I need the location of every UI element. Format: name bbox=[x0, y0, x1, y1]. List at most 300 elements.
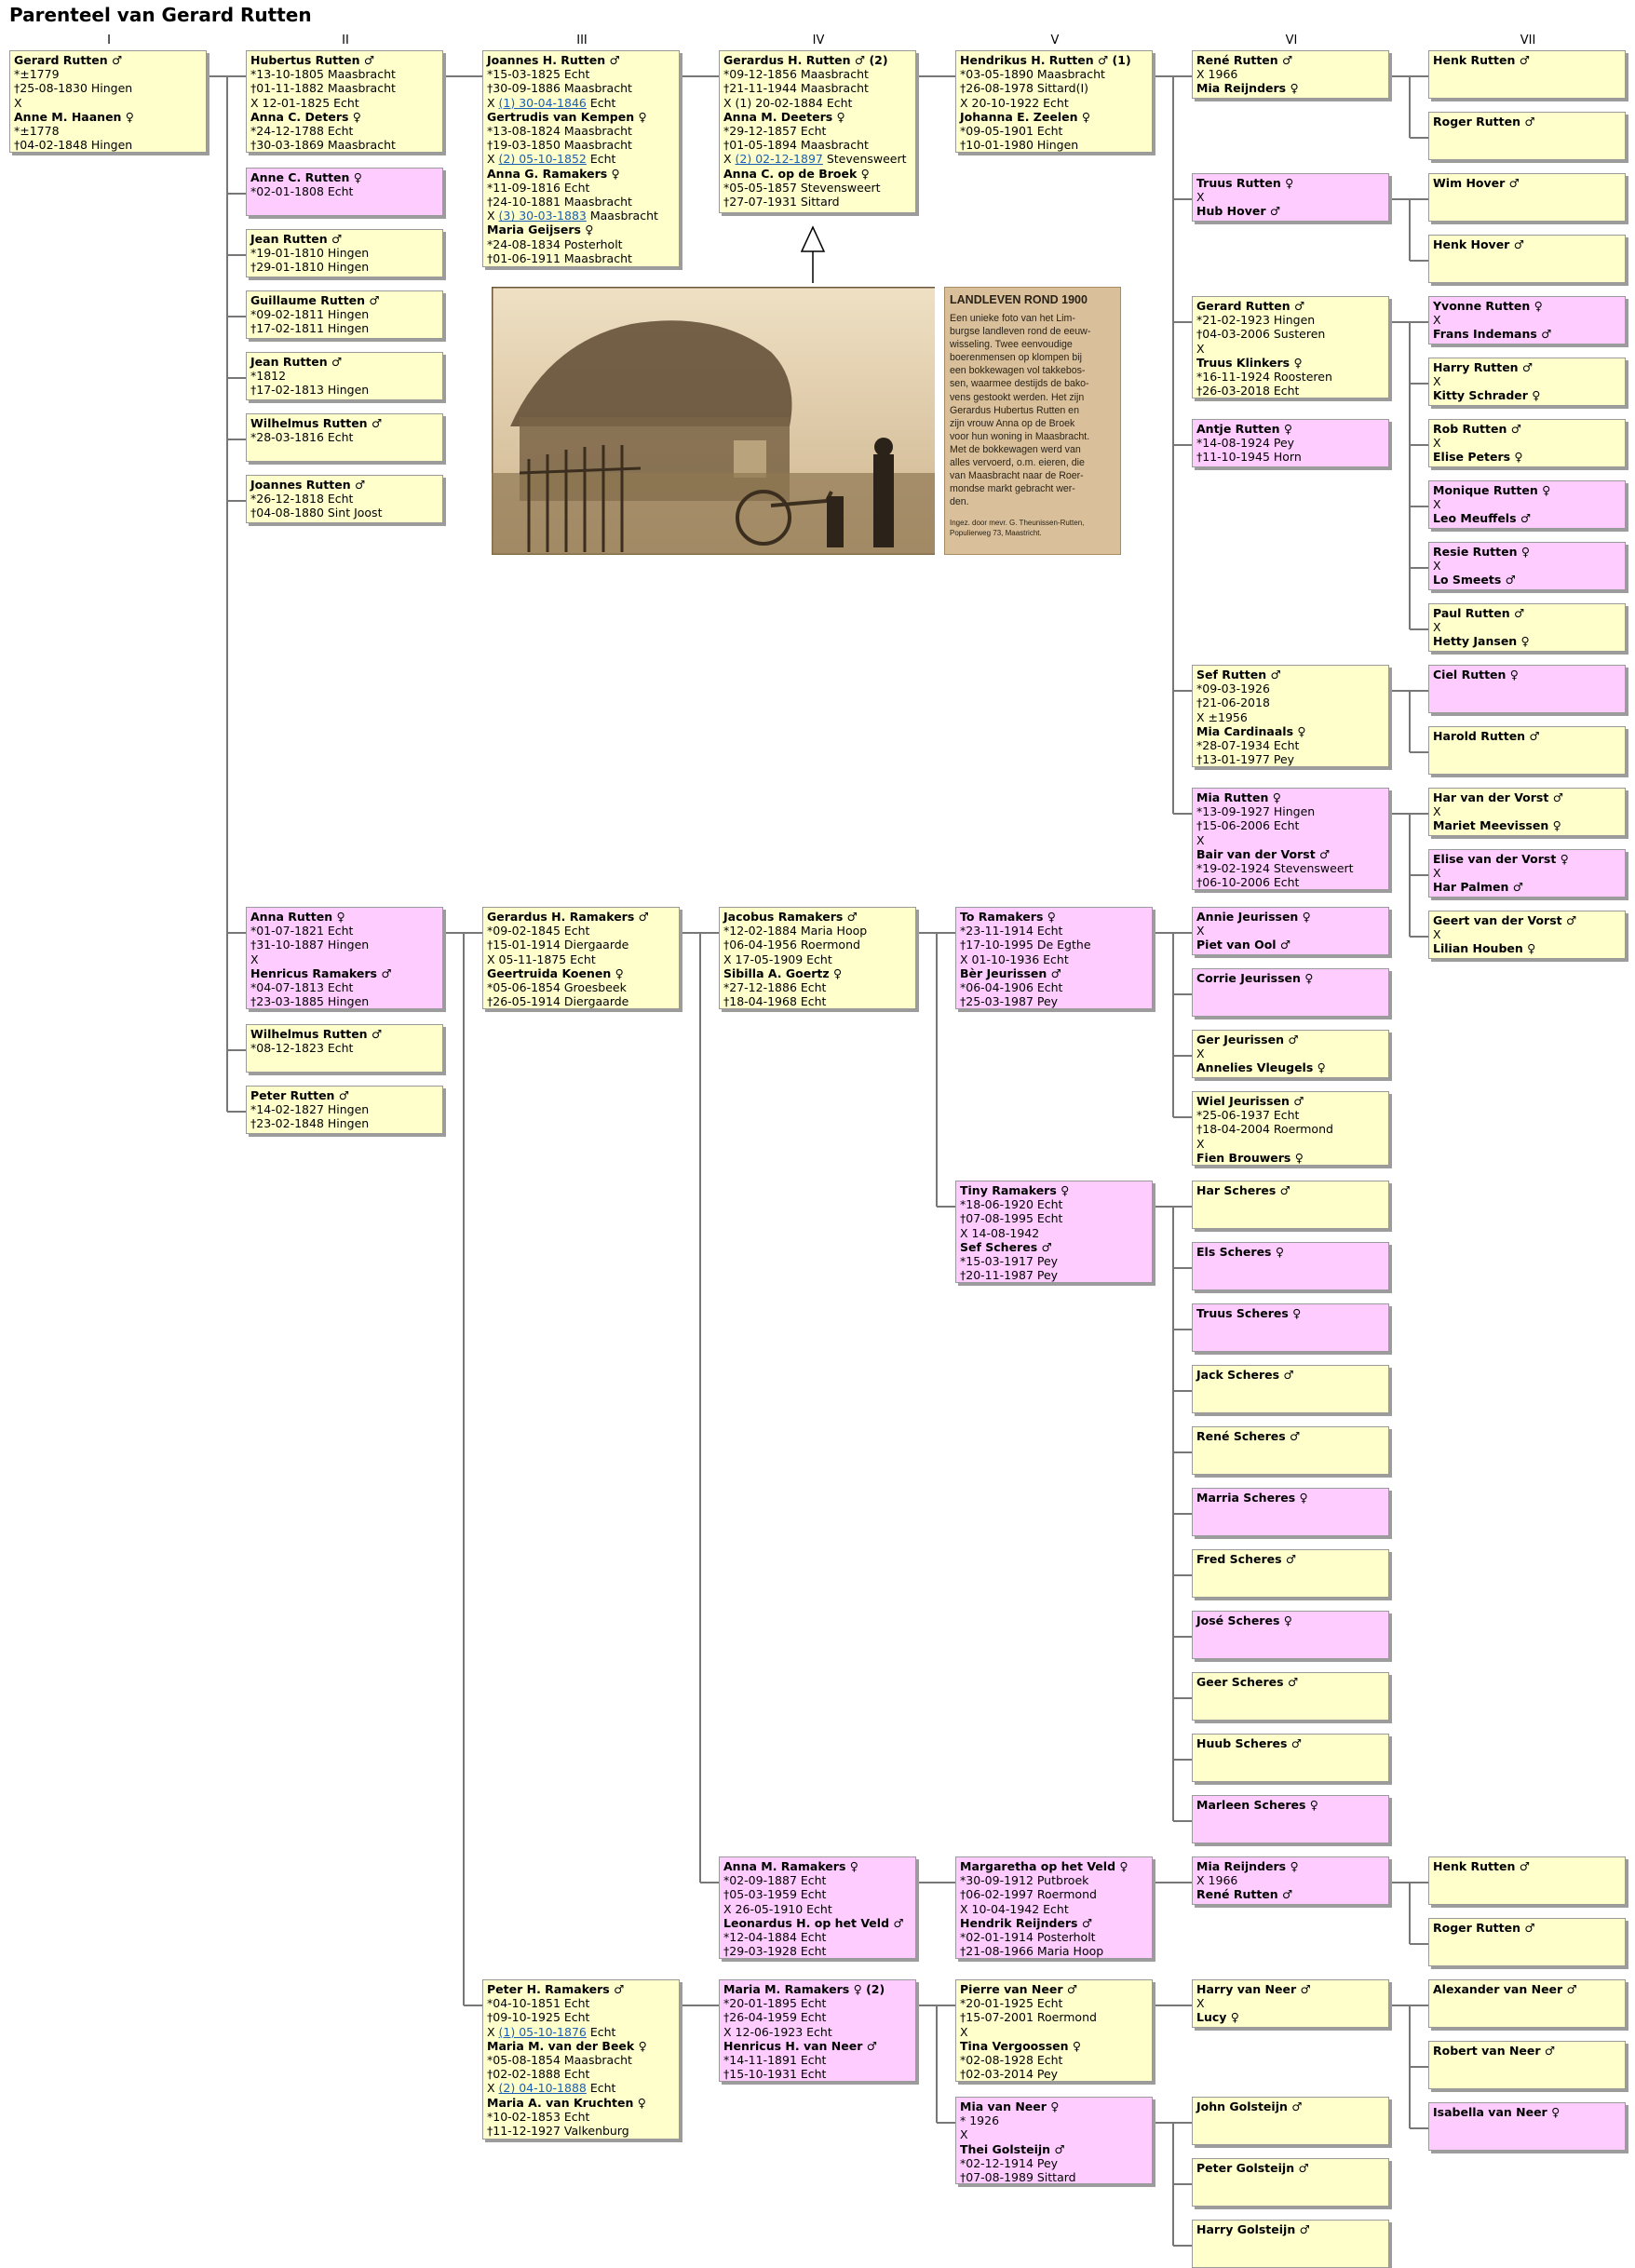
person-detail bbox=[1196, 833, 1385, 847]
line-text: *15-03-1825 Echt bbox=[487, 67, 590, 82]
line-text: X 01-10-1936 Echt bbox=[960, 952, 1069, 966]
line-text: X bbox=[1433, 866, 1441, 881]
person-box[interactable] bbox=[1192, 2158, 1389, 2207]
marriage-link[interactable]: (1) 05-10-1876 bbox=[498, 2024, 587, 2039]
person-detail bbox=[723, 924, 912, 938]
line-text: *04-10-1851 Echt bbox=[487, 1996, 590, 2011]
line-text: Truus Klinkers ♀ bbox=[1196, 355, 1303, 370]
person-name bbox=[1433, 2044, 1621, 2058]
person-box[interactable] bbox=[1192, 1426, 1389, 1475]
line-text: Guillaume Rutten ♂ bbox=[250, 293, 380, 307]
line-text: X 14-08-1942 bbox=[960, 1225, 1040, 1240]
line-text: †06-04-1956 Roermond bbox=[723, 938, 860, 952]
person-box[interactable] bbox=[1428, 1918, 1626, 1966]
person-name bbox=[1196, 668, 1385, 682]
line-text: Jack Scheres ♂ bbox=[1196, 1368, 1294, 1382]
person-detail bbox=[1196, 752, 1385, 766]
person-detail bbox=[250, 246, 439, 260]
person-detail bbox=[487, 2053, 675, 2067]
person-box[interactable] bbox=[1428, 849, 1626, 898]
person-box[interactable] bbox=[1428, 2102, 1626, 2151]
line-text: X bbox=[1433, 436, 1441, 451]
line-text: *1812 bbox=[250, 369, 287, 384]
person-name bbox=[14, 110, 202, 124]
person-box[interactable] bbox=[246, 475, 443, 523]
person-man-shape bbox=[873, 454, 894, 547]
person-name bbox=[250, 110, 439, 124]
person-box[interactable] bbox=[1192, 2097, 1389, 2145]
person-detail bbox=[1433, 804, 1621, 818]
article-line: zijn vrouw Anna op de Broek bbox=[950, 417, 1075, 429]
person-box[interactable] bbox=[719, 1979, 916, 2082]
line-text: Mia Reijnders ♀ bbox=[1196, 1859, 1299, 1873]
person-box[interactable] bbox=[1192, 1488, 1389, 1536]
person-box[interactable] bbox=[719, 50, 916, 213]
person-box[interactable] bbox=[1192, 788, 1389, 890]
person-detail bbox=[250, 184, 439, 198]
person-detail bbox=[487, 994, 675, 1008]
person-name bbox=[1196, 1982, 1385, 1996]
person-detail bbox=[723, 1930, 912, 1944]
person-detail bbox=[250, 307, 439, 321]
person-box[interactable] bbox=[955, 907, 1153, 1009]
marriage-link[interactable]: (1) 30-04-1846 bbox=[498, 95, 587, 110]
person-name bbox=[1433, 913, 1621, 927]
person-detail bbox=[723, 1996, 912, 2010]
person-name bbox=[1433, 360, 1621, 374]
line-text: X bbox=[487, 95, 499, 110]
line-text: Mia Cardinaals ♀ bbox=[1196, 723, 1306, 738]
line-text: Fien Brouwers ♀ bbox=[1196, 1150, 1304, 1165]
person-name bbox=[1196, 1060, 1385, 1074]
line-text: Henk Rutten ♂ bbox=[1433, 53, 1530, 67]
person-detail bbox=[723, 938, 912, 952]
line-text: Els Scheres ♀ bbox=[1196, 1245, 1284, 1259]
line-text: †26-04-1959 Echt bbox=[723, 2010, 827, 2025]
person-name bbox=[960, 1982, 1148, 1996]
marriage-place: Maasbracht bbox=[586, 209, 658, 223]
article-line: Een unieke foto van het Lim- bbox=[950, 313, 1075, 324]
person-box[interactable] bbox=[1192, 419, 1389, 467]
person-name bbox=[1196, 204, 1385, 218]
person-box[interactable] bbox=[1428, 603, 1626, 652]
person-box[interactable] bbox=[1428, 480, 1626, 529]
line-text: Henricus H. van Neer ♂ bbox=[723, 2038, 877, 2053]
line-text: *09-03-1926 bbox=[1196, 682, 1270, 696]
line-text: †21-06-2018 bbox=[1196, 695, 1270, 710]
person-detail bbox=[487, 251, 675, 265]
line-text: †06-10-2006 Echt bbox=[1196, 875, 1300, 890]
person-detail bbox=[1196, 738, 1385, 752]
person-name bbox=[1196, 1675, 1385, 1689]
person-name bbox=[1196, 2099, 1385, 2113]
person-name bbox=[1433, 483, 1621, 497]
person-name bbox=[960, 1183, 1148, 1197]
line-text: Hub Hover ♂ bbox=[1196, 204, 1281, 219]
line-text: Maria M. Ramakers ♀ (2) bbox=[723, 1982, 885, 1996]
line-text: Mia Reijnders ♀ bbox=[1196, 81, 1299, 96]
marriage-link[interactable]: (2) 05-10-1852 bbox=[498, 152, 587, 167]
line-text: X bbox=[1196, 832, 1205, 847]
person-name bbox=[487, 966, 675, 980]
line-text: José Scheres ♀ bbox=[1196, 1613, 1292, 1627]
line-text: Kitty Schrader ♀ bbox=[1433, 388, 1541, 403]
article-line: sen, waarmee destijds de bako- bbox=[950, 378, 1089, 390]
person-box[interactable] bbox=[1192, 1030, 1389, 1078]
generation-label: V bbox=[1050, 34, 1060, 47]
line-text: Bèr Jeurissen ♂ bbox=[960, 965, 1061, 980]
line-text: Marleen Scheres ♀ bbox=[1196, 1798, 1318, 1812]
line-text: †01-06-1911 Maasbracht bbox=[487, 250, 632, 265]
line-text: †07-08-1995 Echt bbox=[960, 1211, 1063, 1226]
person-box[interactable] bbox=[1192, 1611, 1389, 1659]
marriage-link[interactable]: (2) 02-12-1897 bbox=[735, 152, 823, 167]
person-box[interactable] bbox=[482, 907, 680, 1009]
line-text: Geertruida Koenen ♀ bbox=[487, 965, 624, 980]
person-name bbox=[1433, 53, 1621, 67]
person-box[interactable] bbox=[1192, 296, 1389, 398]
line-text: Elise Peters ♀ bbox=[1433, 450, 1523, 465]
person-detail bbox=[1196, 1873, 1385, 1887]
person-box[interactable] bbox=[1428, 665, 1626, 713]
person-box[interactable] bbox=[1192, 665, 1389, 767]
line-text: Rob Rutten ♂ bbox=[1433, 422, 1521, 436]
line-text: René Rutten ♂ bbox=[1196, 1887, 1293, 1902]
person-box[interactable] bbox=[1428, 1856, 1626, 1905]
window-shape bbox=[734, 440, 766, 478]
person-box[interactable] bbox=[246, 352, 443, 400]
article-line: burgse landleven rond de eeuw- bbox=[950, 326, 1091, 338]
person-detail bbox=[1433, 436, 1621, 450]
person-name bbox=[960, 966, 1148, 980]
person-name bbox=[723, 53, 912, 67]
line-text: Gerardus H. Ramakers ♂ bbox=[487, 910, 649, 924]
line-text: *20-01-1925 Echt bbox=[960, 1996, 1063, 2011]
line-text: Anne M. Haanen ♀ bbox=[14, 109, 134, 124]
person-box[interactable] bbox=[1192, 1549, 1389, 1598]
person-name bbox=[250, 1027, 439, 1041]
person-name bbox=[960, 53, 1148, 67]
person-detail bbox=[487, 952, 675, 966]
person-name bbox=[487, 910, 675, 924]
person-box[interactable] bbox=[9, 50, 207, 153]
line-text: †25-03-1987 Pey bbox=[960, 994, 1059, 1009]
person-box[interactable] bbox=[1192, 1181, 1389, 1229]
line-text: Peter Rutten ♂ bbox=[250, 1088, 350, 1102]
person-box[interactable] bbox=[1192, 968, 1389, 1017]
article-text-panel bbox=[944, 287, 1121, 555]
person-detail bbox=[723, 2067, 912, 2081]
person-box[interactable] bbox=[955, 1181, 1153, 1283]
person-detail bbox=[1196, 450, 1385, 464]
person-box[interactable] bbox=[1192, 1091, 1389, 1166]
line-text: Maria M. van der Beek ♀ bbox=[487, 2038, 647, 2053]
line-text: Harry Golsteijn ♂ bbox=[1196, 2222, 1310, 2236]
person-name bbox=[1196, 847, 1385, 861]
line-text: †17-02-1813 Hingen bbox=[250, 383, 370, 398]
line-text: Wiel Jeurissen ♂ bbox=[1196, 1094, 1304, 1108]
line-text: *13-09-1927 Hingen bbox=[1196, 804, 1316, 819]
line-text: Har van der Vorst ♂ bbox=[1433, 790, 1563, 804]
person-box[interactable] bbox=[1428, 50, 1626, 99]
person-box[interactable] bbox=[1428, 358, 1626, 406]
person-box[interactable] bbox=[1428, 235, 1626, 283]
person-box[interactable] bbox=[1192, 1856, 1389, 1905]
person-detail bbox=[1196, 313, 1385, 327]
line-text: †02-02-1888 Echt bbox=[487, 2067, 590, 2082]
person-name bbox=[1196, 2222, 1385, 2236]
person-name bbox=[1433, 388, 1621, 402]
person-box[interactable] bbox=[246, 907, 443, 1009]
line-text: Lucy ♀ bbox=[1196, 2010, 1239, 2025]
newspaper-clipping bbox=[492, 287, 935, 555]
line-text: X bbox=[487, 152, 499, 167]
person-box[interactable] bbox=[246, 1086, 443, 1134]
line-text: X bbox=[1433, 313, 1441, 328]
article-title: LANDLEVEN ROND 1900 bbox=[950, 293, 1088, 306]
person-name bbox=[1196, 1183, 1385, 1197]
person-box[interactable] bbox=[246, 168, 443, 216]
person-box[interactable] bbox=[482, 50, 680, 267]
person-detail bbox=[250, 67, 439, 81]
article-line: alles vervoerd, o.m. eieren, die bbox=[950, 457, 1085, 469]
line-text: Hendrikus H. Rutten ♂ (1) bbox=[960, 53, 1131, 67]
line-text: Alexander van Neer ♂ bbox=[1433, 1982, 1577, 1996]
person-name bbox=[960, 1916, 1148, 1930]
person-detail bbox=[250, 506, 439, 520]
person-detail bbox=[1196, 327, 1385, 341]
person-box[interactable] bbox=[955, 1979, 1153, 2082]
person-detail bbox=[250, 138, 439, 152]
person-detail bbox=[1196, 1108, 1385, 1122]
person-detail bbox=[1196, 1122, 1385, 1136]
line-text: Marria Scheres ♀ bbox=[1196, 1491, 1308, 1505]
article-line: vens gestookt werden. Het zijn bbox=[950, 391, 1085, 403]
person-detail bbox=[960, 1268, 1148, 1282]
person-box[interactable] bbox=[1192, 173, 1389, 222]
line-text: †21-08-1966 Maria Hoop bbox=[960, 1944, 1104, 1959]
line-text: *09-12-1856 Maasbracht bbox=[723, 67, 869, 82]
person-detail bbox=[1196, 342, 1385, 356]
person-name bbox=[1196, 1859, 1385, 1873]
line-text: *06-04-1906 Echt bbox=[960, 980, 1063, 995]
line-text: *±1779 bbox=[14, 67, 60, 82]
person-box[interactable] bbox=[246, 413, 443, 462]
person-detail bbox=[487, 81, 675, 95]
person-detail bbox=[1196, 1046, 1385, 1060]
article-line: boerenmensen op klompen bij bbox=[950, 352, 1082, 364]
person-box[interactable] bbox=[1192, 1672, 1389, 1721]
person-name bbox=[1433, 573, 1621, 587]
person-detail bbox=[250, 124, 439, 138]
person-detail bbox=[723, 96, 912, 110]
person-detail bbox=[960, 938, 1148, 952]
person-name bbox=[960, 110, 1148, 124]
person-name bbox=[1196, 724, 1385, 738]
line-text: *02-08-1928 Echt bbox=[960, 2053, 1063, 2068]
person-detail bbox=[250, 1041, 439, 1055]
line-text: †01-11-1882 Maasbracht bbox=[250, 81, 396, 96]
marriage-place: Echt bbox=[586, 2081, 616, 2096]
line-text: †29-03-1928 Echt bbox=[723, 1944, 827, 1959]
line-text: Ger Jeurissen ♂ bbox=[1196, 1033, 1299, 1046]
person-detail bbox=[723, 124, 912, 138]
person-detail bbox=[960, 1254, 1148, 1268]
person-name bbox=[1433, 176, 1621, 190]
person-detail bbox=[960, 2170, 1148, 2184]
person-name bbox=[1196, 53, 1385, 67]
article-line: wisseling. Twee eenvoudige bbox=[950, 339, 1073, 351]
person-name bbox=[14, 53, 202, 67]
person-box[interactable] bbox=[1192, 1242, 1389, 1290]
line-text: Henk Hover ♂ bbox=[1433, 237, 1524, 251]
line-text: †30-03-1869 Maasbracht bbox=[250, 138, 396, 153]
line-text: Henricus Ramakers ♂ bbox=[250, 965, 392, 980]
person-box[interactable] bbox=[1428, 788, 1626, 836]
person-box[interactable] bbox=[1192, 2220, 1389, 2268]
person-box[interactable] bbox=[1428, 112, 1626, 160]
person-woman-shape bbox=[827, 496, 844, 547]
person-box[interactable] bbox=[955, 1856, 1153, 1959]
person-box[interactable] bbox=[719, 907, 916, 1009]
person-name bbox=[723, 910, 912, 924]
person-box[interactable] bbox=[1192, 1365, 1389, 1413]
line-text: Lo Smeets ♂ bbox=[1433, 573, 1516, 587]
person-box[interactable] bbox=[1428, 1979, 1626, 2028]
generation-label: II bbox=[342, 34, 349, 47]
line-text: X bbox=[1196, 924, 1205, 938]
person-detail bbox=[960, 1902, 1148, 1916]
person-box[interactable] bbox=[246, 229, 443, 277]
person-detail bbox=[1433, 927, 1621, 941]
line-text: X ±1956 bbox=[1196, 709, 1248, 724]
line-text: Peter H. Ramakers ♂ bbox=[487, 1982, 625, 1996]
person-detail bbox=[960, 924, 1148, 938]
person-box[interactable] bbox=[246, 50, 443, 153]
line-text: *11-09-1816 Echt bbox=[487, 180, 590, 195]
person-box[interactable] bbox=[1428, 2041, 1626, 2089]
person-detail bbox=[723, 81, 912, 95]
line-text: *09-05-1901 Echt bbox=[960, 124, 1063, 139]
person-box[interactable] bbox=[1192, 1979, 1389, 2028]
person-box[interactable] bbox=[955, 50, 1153, 153]
person-box[interactable] bbox=[1428, 542, 1626, 590]
person-box[interactable] bbox=[1428, 419, 1626, 467]
line-text: Geert van der Vorst ♂ bbox=[1433, 913, 1577, 927]
person-detail bbox=[487, 2110, 675, 2124]
person-detail bbox=[1196, 818, 1385, 832]
line-text: *19-01-1810 Hingen bbox=[250, 246, 370, 261]
article-line: mondse markt gebracht wer- bbox=[950, 483, 1075, 495]
person-detail bbox=[1433, 497, 1621, 511]
line-text: Pierre van Neer ♂ bbox=[960, 1982, 1078, 1996]
line-text: *25-06-1937 Echt bbox=[1196, 1108, 1300, 1123]
line-text: †11-10-1945 Horn bbox=[1196, 450, 1302, 465]
person-name bbox=[1433, 818, 1621, 832]
person-detail bbox=[487, 980, 675, 994]
person-detail bbox=[250, 369, 439, 383]
line-text: *18-06-1920 Echt bbox=[960, 1197, 1063, 1212]
up-arrow-icon bbox=[799, 223, 827, 289]
marriage-link[interactable]: (3) 30-03-1883 bbox=[498, 209, 587, 223]
person-detail bbox=[723, 181, 912, 195]
line-text: Margaretha op het Veld ♀ bbox=[960, 1859, 1128, 1873]
person-name bbox=[250, 910, 439, 924]
person-name bbox=[1433, 299, 1621, 313]
person-detail bbox=[960, 2127, 1148, 2141]
line-text: *28-03-1816 Echt bbox=[250, 430, 354, 445]
person-box[interactable] bbox=[955, 2097, 1153, 2184]
person-detail bbox=[487, 152, 675, 166]
person-name bbox=[1196, 790, 1385, 804]
person-name bbox=[487, 2096, 675, 2110]
person-name bbox=[1196, 1245, 1385, 1259]
person-name bbox=[250, 416, 439, 430]
person-box[interactable] bbox=[719, 1856, 916, 1959]
person-box[interactable] bbox=[1428, 173, 1626, 222]
line-text: †04-02-1848 Hingen bbox=[14, 138, 133, 153]
marriage-link[interactable]: (2) 04-10-1888 bbox=[498, 2081, 587, 2096]
person-detail bbox=[960, 67, 1148, 81]
line-text: †23-02-1848 Hingen bbox=[250, 1116, 370, 1131]
line-text: X 12-06-1923 Echt bbox=[723, 2024, 832, 2039]
line-text: *05-05-1857 Stevensweert bbox=[723, 180, 881, 195]
person-detail bbox=[960, 2067, 1148, 2081]
line-text: †31-10-1887 Hingen bbox=[250, 938, 370, 952]
line-text: X bbox=[250, 952, 259, 966]
line-text: Anna C. op de Broek ♀ bbox=[723, 166, 870, 181]
person-box[interactable] bbox=[1428, 911, 1626, 959]
person-box[interactable] bbox=[1428, 296, 1626, 344]
person-box[interactable] bbox=[246, 290, 443, 339]
line-text: †18-04-1968 Echt bbox=[723, 994, 827, 1009]
line-text: *24-12-1788 Echt bbox=[250, 124, 354, 139]
person-detail bbox=[960, 1873, 1148, 1887]
line-text: X 20-10-1922 Echt bbox=[960, 95, 1069, 110]
generation-label: VII bbox=[1520, 34, 1536, 47]
person-box[interactable] bbox=[1192, 50, 1389, 99]
person-name bbox=[1196, 938, 1385, 952]
person-box[interactable] bbox=[1192, 907, 1389, 955]
line-text: Robert van Neer ♂ bbox=[1433, 2044, 1556, 2058]
person-detail bbox=[14, 138, 202, 152]
person-box[interactable] bbox=[246, 1024, 443, 1073]
person-name bbox=[487, 110, 675, 124]
line-text: X 12-01-1825 Echt bbox=[250, 95, 359, 110]
line-text: Mia Rutten ♀ bbox=[1196, 790, 1281, 804]
line-text: Fred Scheres ♂ bbox=[1196, 1552, 1297, 1566]
person-name bbox=[1196, 176, 1385, 190]
line-text: †10-01-1980 Hingen bbox=[960, 138, 1079, 153]
line-text: Leo Meuffels ♂ bbox=[1433, 511, 1532, 526]
line-text: X (1) 20-02-1884 Echt bbox=[723, 95, 853, 110]
generation-label: IV bbox=[812, 34, 825, 47]
person-box[interactable] bbox=[1428, 726, 1626, 775]
line-text: *14-08-1924 Pey bbox=[1196, 436, 1295, 451]
line-text: *14-02-1827 Hingen bbox=[250, 1102, 370, 1117]
person-name bbox=[1433, 511, 1621, 525]
person-detail bbox=[723, 994, 912, 1008]
line-text: Ciel Rutten ♀ bbox=[1433, 668, 1519, 682]
line-text: Roger Rutten ♂ bbox=[1433, 1921, 1535, 1935]
person-box[interactable] bbox=[1192, 1795, 1389, 1843]
person-box[interactable] bbox=[482, 1979, 680, 2140]
line-text: Gerardus H. Rutten ♂ (2) bbox=[723, 53, 888, 67]
line-text: Hendrik Reijnders ♂ bbox=[960, 1915, 1093, 1930]
person-box[interactable] bbox=[1192, 1734, 1389, 1782]
person-box[interactable] bbox=[1192, 1303, 1389, 1352]
article-line: voor hun woning in Maasbracht. bbox=[950, 430, 1090, 442]
